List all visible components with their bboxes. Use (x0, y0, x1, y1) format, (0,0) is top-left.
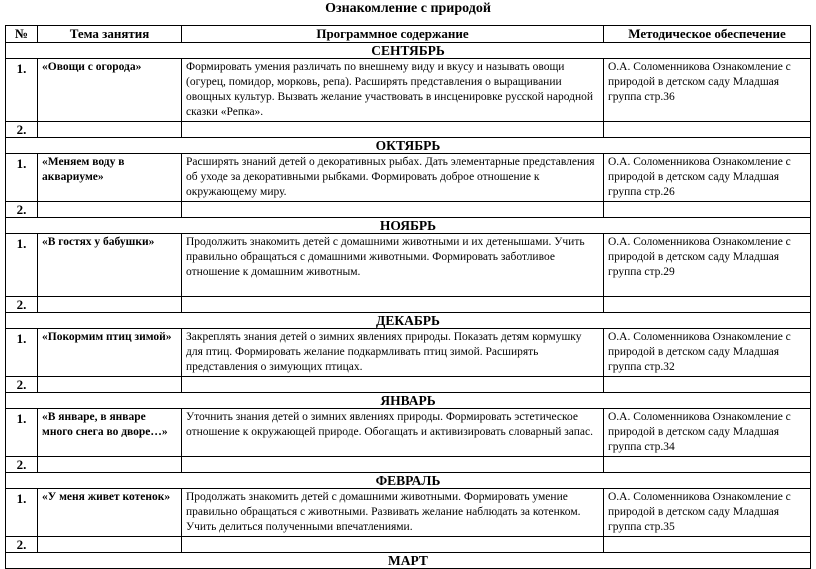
row-number: 1. (6, 154, 38, 202)
table-row (6, 297, 811, 313)
lesson-topic: «У меня живет котенок» (38, 489, 182, 537)
row-number: 1. (6, 234, 38, 297)
methodical-support (604, 122, 811, 138)
month-row (6, 473, 811, 489)
header-content: Программное содержание (182, 26, 604, 43)
table-row (6, 377, 811, 393)
month-heading: СЕНТЯБРЬ (6, 43, 811, 59)
lesson-topic (38, 297, 182, 313)
table-row (6, 329, 811, 377)
month-heading: ФЕВРАЛЬ (6, 473, 811, 489)
row-number: 2. (6, 457, 38, 473)
methodical-support: О.А. Соломенникова Ознакомление с природой в детском саду Младшая группа стр.35 (604, 489, 811, 537)
program-content (182, 297, 604, 313)
lesson-topic (38, 537, 182, 553)
document-title: Ознакомление с природой (325, 1, 491, 16)
program-content (182, 377, 604, 393)
lesson-topic: «В гостях у бабушки» (38, 234, 182, 297)
month-row (6, 138, 811, 154)
header-topic: Тема занятия (38, 26, 182, 43)
lesson-topic (38, 202, 182, 218)
methodical-support: О.А. Соломенникова Ознакомление с природой в детском саду Младшая группа стр.34 (604, 409, 811, 457)
header-num: № (6, 26, 38, 43)
methodical-support: О.А. Соломенникова Ознакомление с природой в детском саду Младшая группа стр.36 (604, 59, 811, 122)
program-content: Формировать умения различать по внешнему виду и вкусу и называть овощи (огурец, помидор, морковь, репа). Расширять представления о выращивании овощных культур. Вызвать желание участвовать в инсценировке русской народной сказки «Репка». (182, 59, 604, 122)
methodical-support: О.А. Соломенникова Ознакомление с природой в детском саду Младшая группа стр.26 (604, 154, 811, 202)
row-number: 1. (6, 59, 38, 122)
program-content: Уточнить знания детей о зимних явлениях природы. Формировать эстетическое отношение к окружающей природе. Обогащать и активизировать словарный запас. (182, 409, 604, 457)
methodical-support: О.А. Соломенникова Ознакомление с природой в детском саду Младшая группа стр.29 (604, 234, 811, 297)
table-row (6, 154, 811, 202)
month-heading: МАРТ (6, 553, 811, 569)
month-heading: НОЯБРЬ (6, 218, 811, 234)
row-number: 2. (6, 377, 38, 393)
methodical-support (604, 297, 811, 313)
methodical-support: О.А. Соломенникова Ознакомление с природой в детском саду Младшая группа стр.32 (604, 329, 811, 377)
lesson-topic: «В январе, в январе много снега во дворе…» (38, 409, 182, 457)
row-number: 2. (6, 202, 38, 218)
methodical-support (604, 457, 811, 473)
program-content (182, 457, 604, 473)
lesson-topic: «Овощи с огорода» (38, 59, 182, 122)
program-content: Расширять знаний детей о декоративных рыбах. Дать элементарные представления об уходе за декоративными рыбками. Формировать доброе отношение к окружающему миру. (182, 154, 604, 202)
lesson-topic: «Покормим птиц зимой» (38, 329, 182, 377)
lesson-topic (38, 377, 182, 393)
program-content (182, 202, 604, 218)
table-row (6, 59, 811, 122)
methodical-support (604, 202, 811, 218)
row-number: 2. (6, 122, 38, 138)
month-heading: ДЕКАБРЬ (6, 313, 811, 329)
table-row (6, 457, 811, 473)
table-row (6, 202, 811, 218)
methodical-support (604, 537, 811, 553)
month-row (6, 393, 811, 409)
table-row (6, 537, 811, 553)
month-heading: ЯНВАРЬ (6, 393, 811, 409)
program-content (182, 537, 604, 553)
plan-table (5, 25, 811, 569)
row-number: 1. (6, 409, 38, 457)
lesson-topic (38, 122, 182, 138)
table-row (6, 122, 811, 138)
row-number: 1. (6, 489, 38, 537)
month-row (6, 313, 811, 329)
methodical-support (604, 377, 811, 393)
month-heading: ОКТЯБРЬ (6, 138, 811, 154)
table-row (6, 409, 811, 457)
month-row (6, 218, 811, 234)
program-content: Продолжить знакомить детей с домашними животными и их детенышами. Учить правильно обращаться с домашними животными. Формировать заботливое отношение к домашним животным. (182, 234, 604, 297)
program-content (182, 122, 604, 138)
row-number: 2. (6, 537, 38, 553)
program-content: Закреплять знания детей о зимних явлениях природы. Показать детям кормушку для птиц. Формировать желание подкармливать птиц зимой. Расширять представления о зимующих птицах. (182, 329, 604, 377)
lesson-topic: «Меняем воду в аквариуме» (38, 154, 182, 202)
table-row (6, 234, 811, 297)
header-support: Методическое обеспечение (604, 26, 811, 43)
month-row (6, 553, 811, 569)
header-row (6, 26, 811, 43)
lesson-topic (38, 457, 182, 473)
row-number: 1. (6, 329, 38, 377)
program-content: Продолжать знакомить детей с домашними животными. Формировать умение правильно обращаться с животными. Развивать желание наблюдать за котенком. Учить делиться полученными впечатлениями. (182, 489, 604, 537)
row-number: 2. (6, 297, 38, 313)
table-body (6, 43, 811, 569)
table-row (6, 489, 811, 537)
month-row (6, 43, 811, 59)
